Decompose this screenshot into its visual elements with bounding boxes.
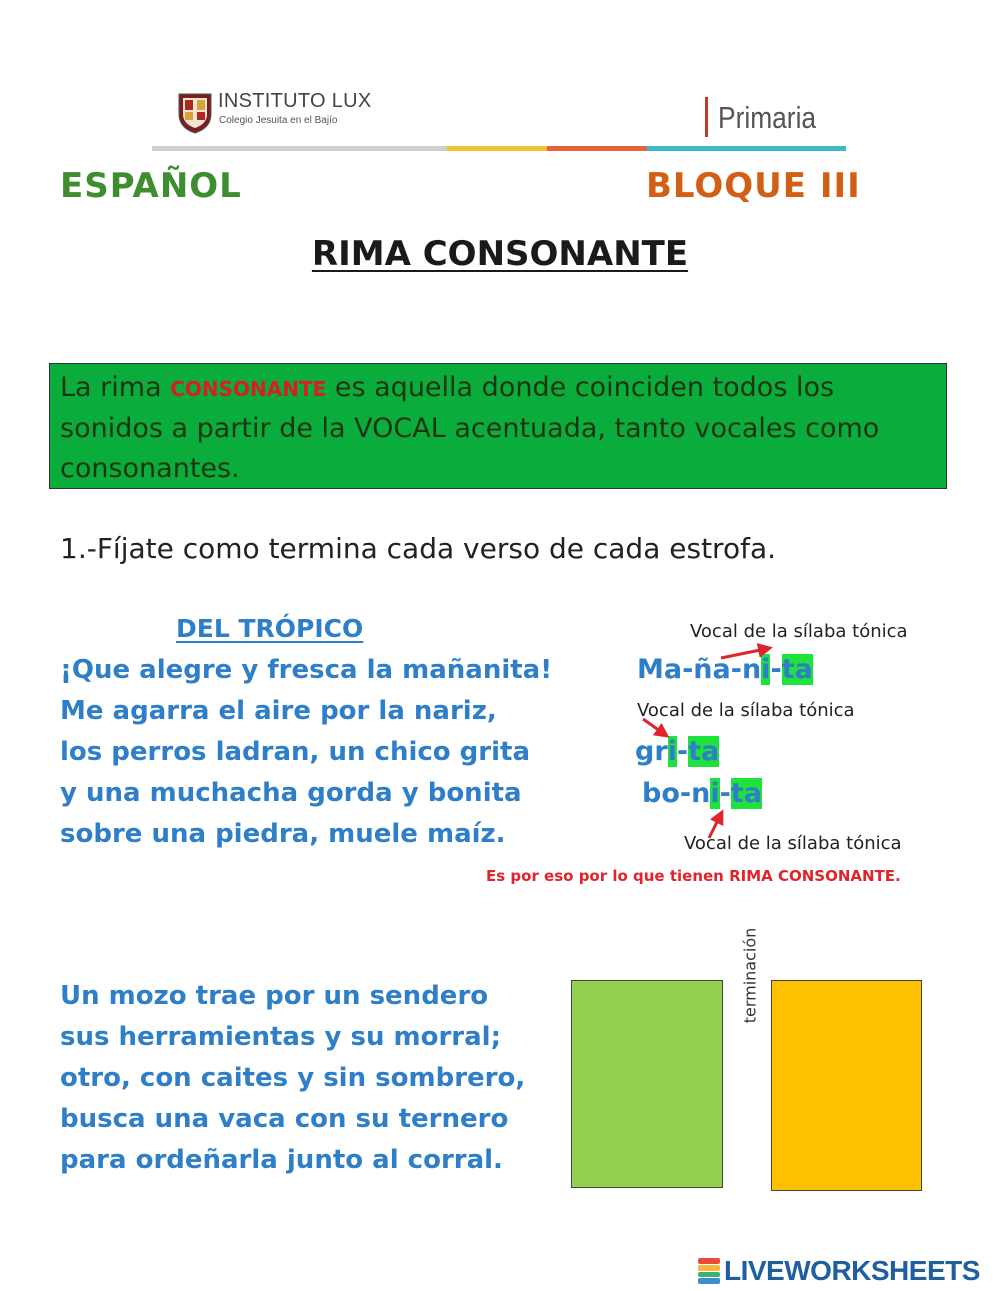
block-title: BLOQUE III (646, 166, 861, 206)
answer-box-yellow[interactable] (771, 980, 922, 1191)
poem1-verse-3: los perros ladran, un chico grita (60, 737, 531, 767)
conclusion: Es por eso por lo que tienen RIMA CONSONANTE. (486, 867, 901, 885)
liveworksheets-icon (698, 1258, 720, 1284)
poem2-verse-3: otro, con caites y sin sombrero, (60, 1063, 526, 1093)
poem1-verse-4: y una muchacha gorda y bonita (60, 778, 522, 808)
poem2-verse-4: busca una vaca con su ternero (60, 1104, 509, 1134)
poem-title-text: DEL TRÓPICO (176, 614, 364, 643)
syllable-pre: Ma-ña-n (637, 654, 762, 685)
school-name: INSTITUTO LUX (218, 90, 372, 112)
arrow-2 (643, 719, 667, 736)
page-title-text: RIMA CONSONANTE (311, 234, 689, 274)
syllable-sep: - (676, 736, 689, 767)
stressed-vowel-note-1: Vocal de la sílaba tónica (690, 621, 908, 642)
ending-label: terminación (740, 927, 760, 1024)
poem2-verse-2: sus herramientas y su morral; (60, 1022, 501, 1052)
definition-keyword: CONSONANTE (170, 377, 327, 401)
school-subtitle: Colegio Jesuita en el Bajío (219, 115, 338, 126)
syllable-sep: - (719, 778, 731, 809)
arrow-3 (709, 812, 722, 838)
poem2-verse-1: Un mozo trae por un sendero (60, 981, 489, 1011)
poem2-verse-5: para ordeñarla junto al corral. (60, 1145, 503, 1175)
stressed-vowel-note-3: Vocal de la sílaba tónica (684, 833, 902, 854)
definition-prefix: La rima (60, 372, 171, 403)
instruction: 1.-Fíjate como termina cada verso de cada estrofa. (60, 532, 776, 565)
poem1-verse-5: sobre una piedra, muele maíz. (60, 819, 506, 849)
syllable-ending: ta (688, 736, 720, 767)
stressed-vowel: i (761, 654, 771, 685)
answer-box-green[interactable] (571, 980, 723, 1188)
watermark (698, 1255, 980, 1287)
stressed-vowel: i (667, 736, 677, 767)
poem1-verse-2: Me agarra el aire por la nariz, (60, 696, 497, 726)
stressed-vowel: i (710, 778, 720, 809)
stressed-vowel-note-2: Vocal de la sílaba tónica (637, 700, 855, 721)
definition-rest: es aquella donde coinciden todos los sonidos a partir de la VOCAL acentuada, tanto vocales como consonantes. (60, 372, 880, 484)
watermark-text: LIVEWORKSHEETS (724, 1255, 980, 1286)
syllable-sep: - (770, 654, 782, 685)
syllable-pre: gr (635, 736, 668, 767)
syllable-ending: ta (781, 654, 813, 685)
poem1-verse-1: ¡Que alegre y fresca la mañanita! (60, 655, 553, 685)
syllable-pre: bo-n (642, 778, 711, 809)
arrow-1 (721, 648, 770, 658)
syllable-ending: ta (730, 778, 762, 809)
subject-title: ESPAÑOL (60, 166, 242, 206)
school-level: Primaria (718, 100, 817, 135)
